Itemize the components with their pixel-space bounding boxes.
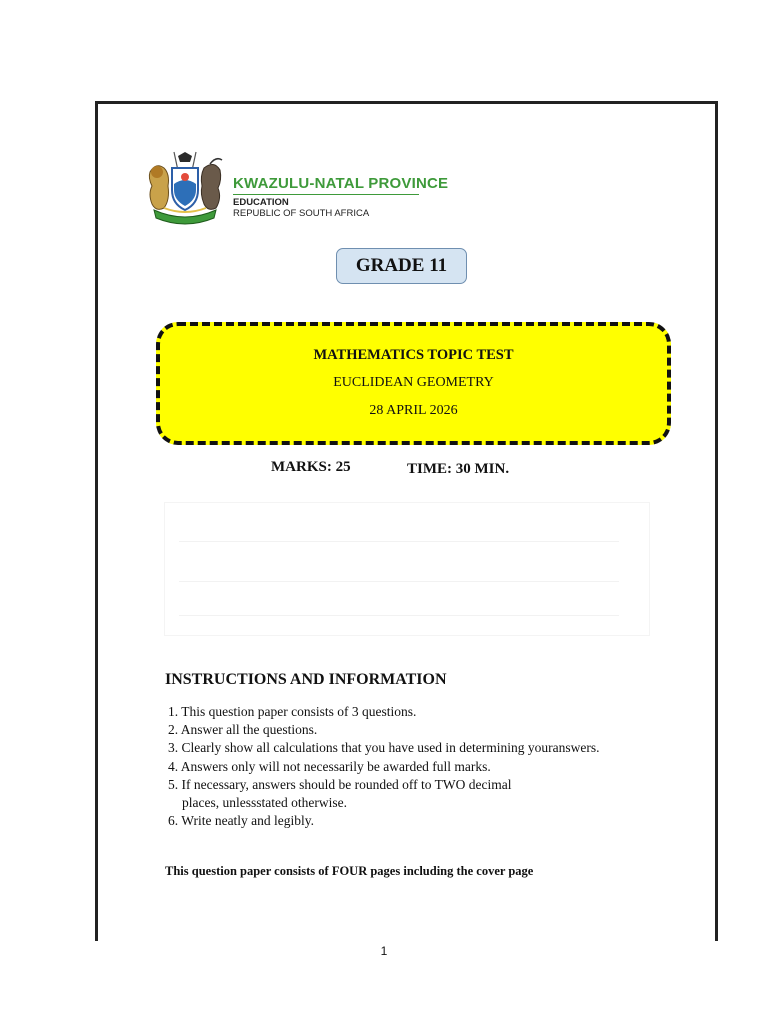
- details-line: [179, 541, 619, 542]
- instruction-continuation-text: places, unlessstated otherwise.: [182, 795, 347, 811]
- country-name: REPUBLIC OF SOUTH AFRICA: [233, 208, 370, 219]
- details-line: [179, 581, 619, 582]
- province-name: KWAZULU-NATAL PROVINCE: [233, 175, 449, 192]
- instruction-item: 3. Clearly show all calculations that you have used in determining youranswers.: [168, 740, 600, 756]
- coat-of-arms-icon: [144, 150, 226, 226]
- time-allowed: TIME: 30 MIN.: [407, 461, 510, 477]
- test-date: 28 APRIL 2026: [369, 403, 458, 418]
- page-number: 1: [380, 944, 388, 958]
- brand-block: [233, 175, 448, 219]
- details-line: [179, 615, 619, 616]
- instruction-item: 4. Answers only will not necessarily be awarded full marks.: [168, 758, 491, 774]
- brand-divider: [233, 194, 419, 195]
- grade-badge: GRADE 11: [336, 248, 467, 284]
- department-name: EDUCATION: [233, 197, 289, 208]
- test-title: MATHEMATICS TOPIC TEST: [313, 347, 514, 363]
- instruction-item: 6. Write neatly and legibly.: [168, 813, 315, 829]
- instruction-item: 5. If necessary, answers should be rounded off to TWO decimal: [168, 776, 512, 792]
- test-title-box: [156, 322, 671, 445]
- instructions-list: [168, 703, 600, 830]
- instruction-item: 2. Answer all the questions.: [168, 722, 318, 738]
- total-marks: MARKS: 25: [271, 459, 351, 475]
- instruction-item-continuation: [168, 794, 600, 812]
- learner-details-box: [164, 502, 650, 636]
- test-topic: EUCLIDEAN GEOMETRY: [333, 375, 494, 390]
- page-count-note: This question paper consists of FOUR pages including the cover page: [165, 864, 534, 878]
- instructions-heading: INSTRUCTIONS AND INFORMATION: [165, 671, 447, 688]
- instruction-item: 1. This question paper consists of 3 questions.: [168, 704, 417, 719]
